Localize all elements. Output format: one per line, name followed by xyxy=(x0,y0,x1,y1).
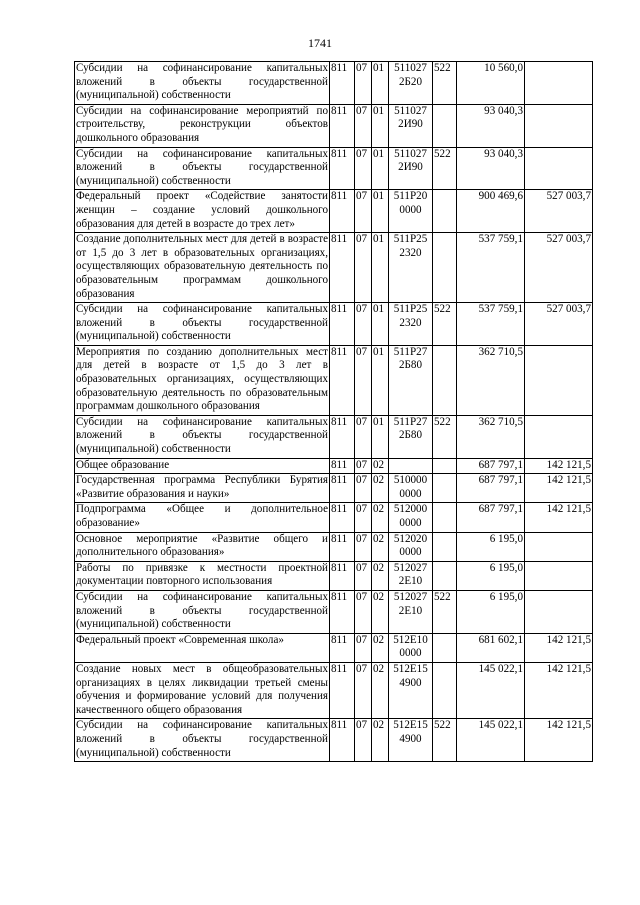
subsection-code-cell: 01 xyxy=(372,147,389,190)
subsection-code-cell: 02 xyxy=(372,590,389,633)
page-number: 1741 xyxy=(308,36,332,50)
section-code-cell: 07 xyxy=(355,303,372,346)
expense-type-cell: 522 xyxy=(433,303,457,346)
section-code-cell: 07 xyxy=(355,662,372,718)
target-article-cell: 512Е15 4900 xyxy=(389,719,433,762)
ministry-code-cell: 811 xyxy=(330,190,355,233)
section-code-cell: 07 xyxy=(355,503,372,532)
table-body xyxy=(75,62,593,762)
table-row xyxy=(75,719,593,762)
target-article-cell: 511Р25 2320 xyxy=(389,233,433,303)
item-name-cell: Субсидии на софинансирование капитальных вложений в объекты государственной (муниципальной) собственности xyxy=(75,303,330,346)
target-article-cell: 511Р25 2320 xyxy=(389,303,433,346)
subsection-code-cell: 02 xyxy=(372,503,389,532)
target-article-cell: 511Р20 0000 xyxy=(389,190,433,233)
amount-federal-cell xyxy=(525,561,593,590)
subsection-code-cell: 01 xyxy=(372,415,389,458)
amount-total-cell: 93 040,3 xyxy=(457,147,525,190)
amount-federal-cell: 142 121,5 xyxy=(525,662,593,718)
section-code-cell: 07 xyxy=(355,474,372,503)
item-name-cell: Субсидии на софинансирование мероприятий по строительству, реконструкции объектов дошкольного образования xyxy=(75,104,330,147)
subsection-code-cell: 02 xyxy=(372,474,389,503)
subsection-code-cell: 02 xyxy=(372,719,389,762)
subsection-code-cell: 02 xyxy=(372,532,389,561)
amount-federal-cell xyxy=(525,532,593,561)
ministry-code-cell: 811 xyxy=(330,104,355,147)
ministry-code-cell: 811 xyxy=(330,303,355,346)
section-code-cell: 07 xyxy=(355,532,372,561)
item-name-cell: Государственная программа Республики Бурятия «Развитие образования и науки» xyxy=(75,474,330,503)
ministry-code-cell: 811 xyxy=(330,415,355,458)
amount-total-cell: 681 602,1 xyxy=(457,633,525,662)
expense-type-cell: 522 xyxy=(433,147,457,190)
item-name-cell: Создание новых мест в общеобразовательных организациях в целях ликвидации третьей смены обучения и формирование условий для получения качественного общего образования xyxy=(75,662,330,718)
section-code-cell: 07 xyxy=(355,590,372,633)
item-name-cell: Основное мероприятие «Развитие общего и дополнительного образования» xyxy=(75,532,330,561)
target-article-cell: 512027 2Е10 xyxy=(389,590,433,633)
subsection-code-cell: 01 xyxy=(372,233,389,303)
item-name-cell: Работы по привязке к местности проектной документации повторного использования xyxy=(75,561,330,590)
ministry-code-cell: 811 xyxy=(330,532,355,561)
expense-type-cell xyxy=(433,458,457,474)
amount-federal-cell: 527 003,7 xyxy=(525,303,593,346)
target-article-cell: 511027 2И90 xyxy=(389,104,433,147)
subsection-code-cell: 02 xyxy=(372,662,389,718)
subsection-code-cell: 01 xyxy=(372,345,389,415)
amount-total-cell: 687 797,1 xyxy=(457,458,525,474)
amount-total-cell: 687 797,1 xyxy=(457,503,525,532)
table-row xyxy=(75,233,593,303)
target-article-cell: 512027 2Е10 xyxy=(389,561,433,590)
table-row xyxy=(75,662,593,718)
expense-type-cell: 522 xyxy=(433,415,457,458)
amount-federal-cell: 142 121,5 xyxy=(525,719,593,762)
target-article-cell: 511027 2Б20 xyxy=(389,62,433,105)
item-name-cell: Федеральный проект «Содействие занятости женщин – создание условий дошкольного образования для детей в возрасте до трех лет» xyxy=(75,190,330,233)
item-name-cell: Федеральный проект «Современная школа» xyxy=(75,633,330,662)
section-code-cell: 07 xyxy=(355,719,372,762)
section-code-cell: 07 xyxy=(355,62,372,105)
ministry-code-cell: 811 xyxy=(330,62,355,105)
table-row xyxy=(75,303,593,346)
table-row xyxy=(75,590,593,633)
item-name-cell: Субсидии на софинансирование капитальных вложений в объекты государственной (муниципальной) собственности xyxy=(75,62,330,105)
amount-total-cell: 537 759,1 xyxy=(457,303,525,346)
target-article-cell xyxy=(389,458,433,474)
ministry-code-cell: 811 xyxy=(330,345,355,415)
ministry-code-cell: 811 xyxy=(330,458,355,474)
target-article-cell: 511027 2И90 xyxy=(389,147,433,190)
section-code-cell: 07 xyxy=(355,458,372,474)
amount-federal-cell xyxy=(525,104,593,147)
amount-total-cell: 10 560,0 xyxy=(457,62,525,105)
ministry-code-cell: 811 xyxy=(330,662,355,718)
amount-federal-cell: 142 121,5 xyxy=(525,633,593,662)
table-row xyxy=(75,415,593,458)
amount-federal-cell: 142 121,5 xyxy=(525,458,593,474)
amount-federal-cell: 527 003,7 xyxy=(525,190,593,233)
subsection-code-cell: 01 xyxy=(372,104,389,147)
table-row xyxy=(75,190,593,233)
item-name-cell: Субсидии на софинансирование капитальных вложений в объекты государственной (муниципальной) собственности xyxy=(75,415,330,458)
amount-total-cell: 900 469,6 xyxy=(457,190,525,233)
ministry-code-cell: 811 xyxy=(330,590,355,633)
item-name-cell: Общее образование xyxy=(75,458,330,474)
amount-federal-cell xyxy=(525,415,593,458)
target-article-cell: 512000 0000 xyxy=(389,503,433,532)
expense-type-cell xyxy=(433,190,457,233)
expense-type-cell xyxy=(433,503,457,532)
amount-federal-cell: 527 003,7 xyxy=(525,233,593,303)
amount-federal-cell xyxy=(525,590,593,633)
expense-type-cell xyxy=(433,233,457,303)
target-article-cell: 511Р27 2Б80 xyxy=(389,415,433,458)
ministry-code-cell: 811 xyxy=(330,633,355,662)
ministry-code-cell: 811 xyxy=(330,474,355,503)
expense-type-cell xyxy=(433,662,457,718)
table-row xyxy=(75,104,593,147)
amount-total-cell: 687 797,1 xyxy=(457,474,525,503)
budget-table xyxy=(74,61,593,762)
subsection-code-cell: 02 xyxy=(372,458,389,474)
ministry-code-cell: 811 xyxy=(330,147,355,190)
table-row xyxy=(75,458,593,474)
expense-type-cell: 522 xyxy=(433,62,457,105)
section-code-cell: 07 xyxy=(355,233,372,303)
target-article-cell: 510000 0000 xyxy=(389,474,433,503)
section-code-cell: 07 xyxy=(355,345,372,415)
ministry-code-cell: 811 xyxy=(330,233,355,303)
expense-type-cell xyxy=(433,561,457,590)
section-code-cell: 07 xyxy=(355,104,372,147)
amount-total-cell: 6 195,0 xyxy=(457,561,525,590)
expense-type-cell: 522 xyxy=(433,719,457,762)
amount-federal-cell xyxy=(525,345,593,415)
amount-federal-cell: 142 121,5 xyxy=(525,503,593,532)
subsection-code-cell: 02 xyxy=(372,633,389,662)
table-row xyxy=(75,474,593,503)
table-row xyxy=(75,532,593,561)
item-name-cell: Субсидии на софинансирование капитальных вложений в объекты государственной (муниципальной) собственности xyxy=(75,719,330,762)
amount-total-cell: 145 022,1 xyxy=(457,662,525,718)
ministry-code-cell: 811 xyxy=(330,503,355,532)
amount-federal-cell xyxy=(525,62,593,105)
subsection-code-cell: 01 xyxy=(372,62,389,105)
amount-total-cell: 93 040,3 xyxy=(457,104,525,147)
expense-type-cell xyxy=(433,633,457,662)
ministry-code-cell: 811 xyxy=(330,719,355,762)
section-code-cell: 07 xyxy=(355,190,372,233)
amount-total-cell: 362 710,5 xyxy=(457,415,525,458)
amount-federal-cell: 142 121,5 xyxy=(525,474,593,503)
target-article-cell: 511Р27 2Б80 xyxy=(389,345,433,415)
item-name-cell: Мероприятия по созданию дополнительных мест для детей в возрасте от 1,5 до 3 лет в образовательных организациях, осуществляющих образовательную деятельность по образовательным программам дошкольного образования xyxy=(75,345,330,415)
expense-type-cell xyxy=(433,345,457,415)
target-article-cell: 512Е10 0000 xyxy=(389,633,433,662)
section-code-cell: 07 xyxy=(355,147,372,190)
amount-total-cell: 362 710,5 xyxy=(457,345,525,415)
section-code-cell: 07 xyxy=(355,633,372,662)
target-article-cell: 512Е15 4900 xyxy=(389,662,433,718)
table-row xyxy=(75,503,593,532)
item-name-cell: Субсидии на софинансирование капитальных вложений в объекты государственной (муниципальной) собственности xyxy=(75,590,330,633)
table-row xyxy=(75,62,593,105)
subsection-code-cell: 02 xyxy=(372,561,389,590)
section-code-cell: 07 xyxy=(355,415,372,458)
subsection-code-cell: 01 xyxy=(372,303,389,346)
amount-total-cell: 145 022,1 xyxy=(457,719,525,762)
item-name-cell: Подпрограмма «Общее и дополнительное образование» xyxy=(75,503,330,532)
item-name-cell: Субсидии на софинансирование капитальных вложений в объекты государственной (муниципальной) собственности xyxy=(75,147,330,190)
expense-type-cell xyxy=(433,532,457,561)
section-code-cell: 07 xyxy=(355,561,372,590)
amount-federal-cell xyxy=(525,147,593,190)
amount-total-cell: 537 759,1 xyxy=(457,233,525,303)
table-row xyxy=(75,633,593,662)
table-row xyxy=(75,561,593,590)
ministry-code-cell: 811 xyxy=(330,561,355,590)
subsection-code-cell: 01 xyxy=(372,190,389,233)
table-row xyxy=(75,147,593,190)
amount-total-cell: 6 195,0 xyxy=(457,532,525,561)
table-row xyxy=(75,345,593,415)
expense-type-cell xyxy=(433,104,457,147)
item-name-cell: Создание дополнительных мест для детей в возрасте от 1,5 до 3 лет в образовательных организациях, осуществляющих образовательную деятельность по образовательным программам дошкольного образования xyxy=(75,233,330,303)
amount-total-cell: 6 195,0 xyxy=(457,590,525,633)
expense-type-cell xyxy=(433,474,457,503)
expense-type-cell: 522 xyxy=(433,590,457,633)
target-article-cell: 512020 0000 xyxy=(389,532,433,561)
